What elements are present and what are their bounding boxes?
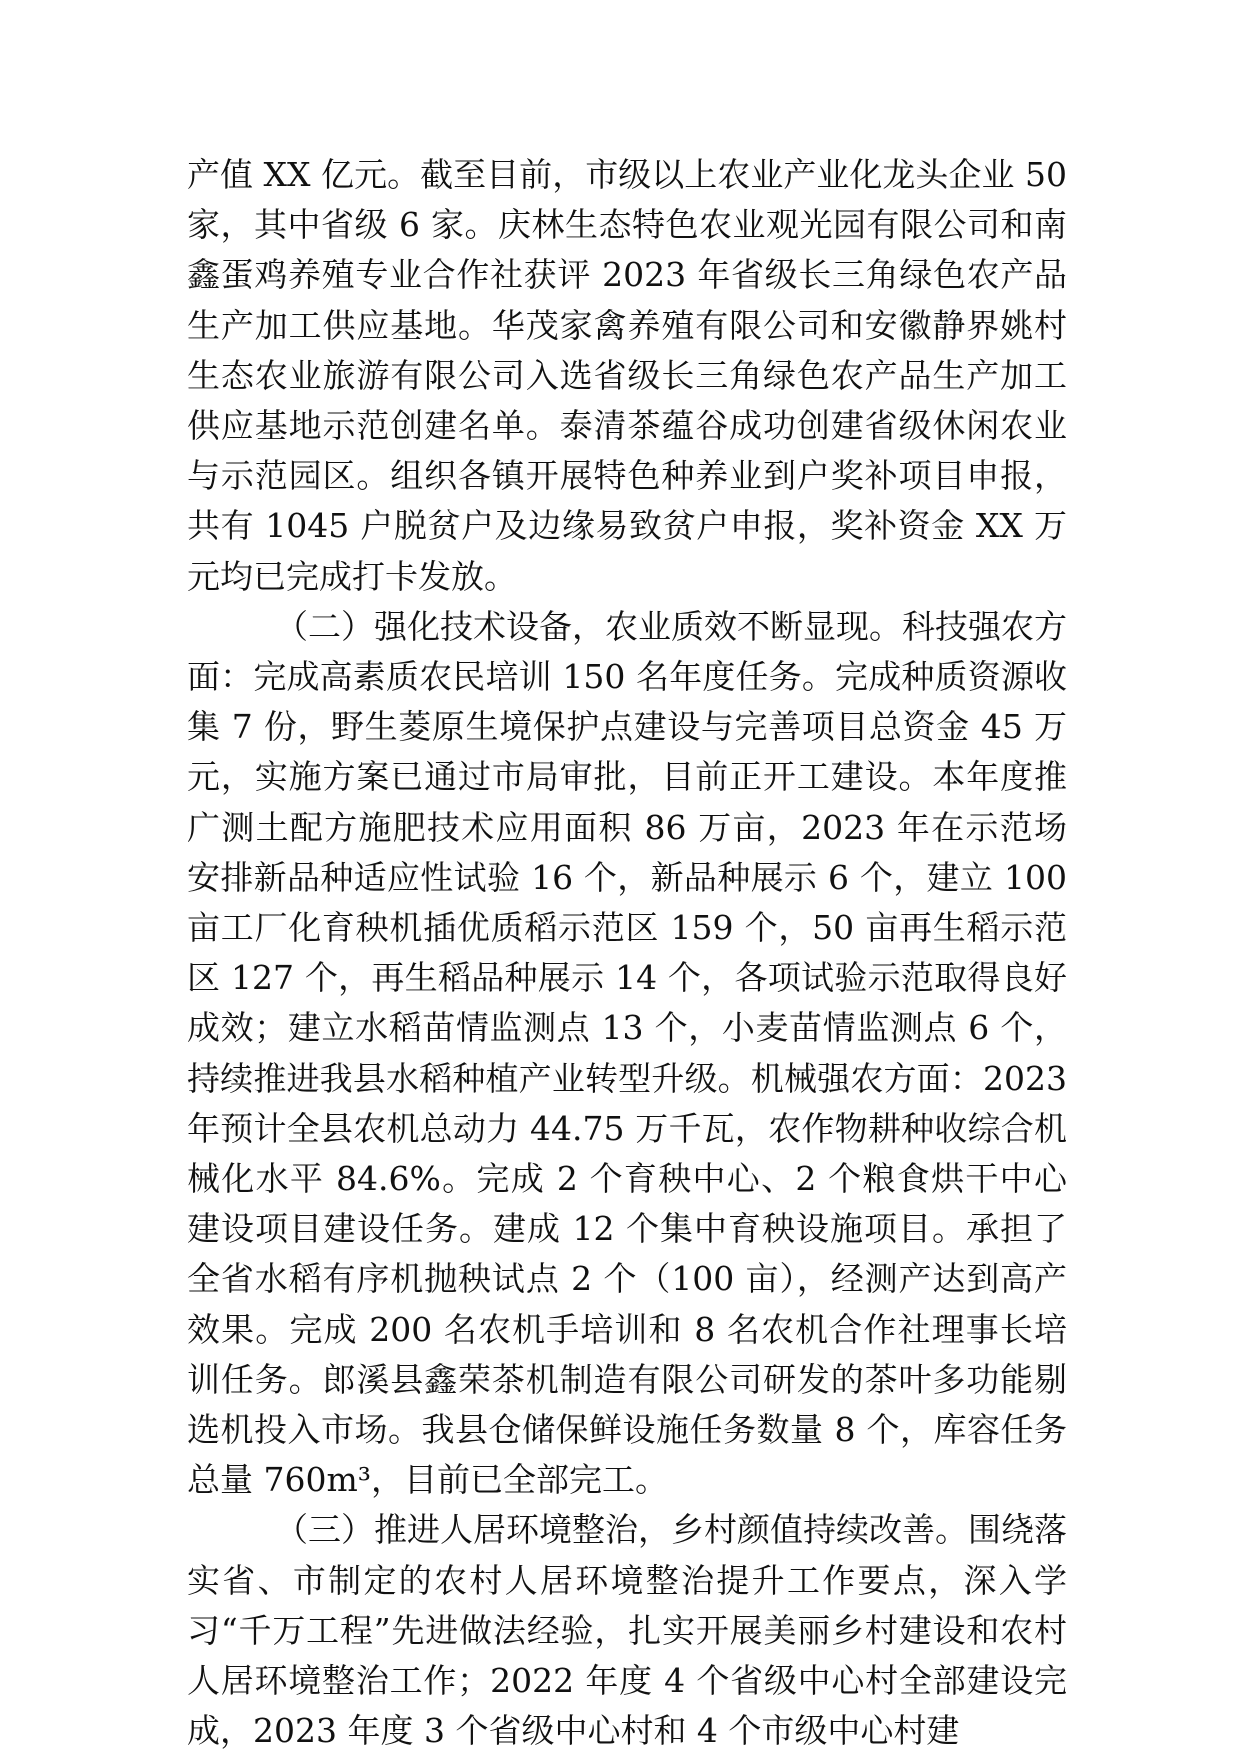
paragraph-continuation: 产值 XX 亿元。截至目前，市级以上农业产业化龙头企业 50 家，其中省级 6 家。庆林生态特色农业观光园有限公司和南鑫蛋鸡养殖专业合作社获评 2023 年省级长三角绿色农产品生产加工供应基地。华茂家禽养殖有限公司和安徽静界姚村生态农业旅游有限公司入选省级长三角绿色农产品生产加工供应基地示范创建名单。泰清茶蕴谷成功创建省级休闲农业与示范园区。组织各镇开展特色种养业到户奖补项目申报，共有 1045 户脱贫户及边缘易致贫户申报，奖补资金 XX 万元均已完成打卡发放。 — [187, 155, 1067, 596]
paragraph-section-2: （二）强化技术设备，农业质效不断显现。科技强农方面：完成高素质农民培训 150 名年度任务。完成种质资源收集 7 份，野生菱原生境保护点建设与完善项目总资金 45 万元，实施方案已通过市局审批，目前正开工建设。本年度推广测土配方施肥技术应用面积 86 万亩，2023 年在示范场安排新品种适应性试验 16 个，新品种展示 6 个，建立 100 亩工厂化育秧机插优质稻示范区 159 个，50 亩再生稻示范区 127 个，再生稻品种展示 14 个，各项试验示范取得良好成效；建立水稻苗情监测点 13 个，小麦苗情监测点 6 个，持续推进我县水稻种植产业转型升级。机械强农方面：2023 年预计全县农机总动力 44.75 万千瓦，农作物耕种收综合机械化水平 84.6%。完成 2 个育秧中心、2 个粮食烘干中心建设项目建设任务。建成 12 个集中育秧设施项目。承担了全省水稻有序机抛秧试点 2 个（100 亩），经测产达到高产效果。完成 200 名农机手培训和 8 名农机合作社理事长培训任务。郎溪县鑫荣茶机制造有限公司研发的茶叶多功能剔选机投入市场。我县仓储保鲜设施任务数量 8 个，库容任务总量 760m³，目前已全部完工。 — [187, 606, 1067, 1500]
paragraph-section-3: （三）推进人居环境整治，乡村颜值持续改善。围绕落实省、市制定的农村人居环境整治提升工作要点，深入学习“千万工程”先进做法经验，扎实开展美丽乡村建设和农村人居环境整治工作；2022 年度 4 个省级中心村全部建设完成，2023 年度 3 个省级中心村和 4 个市级中心村建 — [187, 1510, 1067, 1751]
document-body — [187, 150, 1067, 1757]
